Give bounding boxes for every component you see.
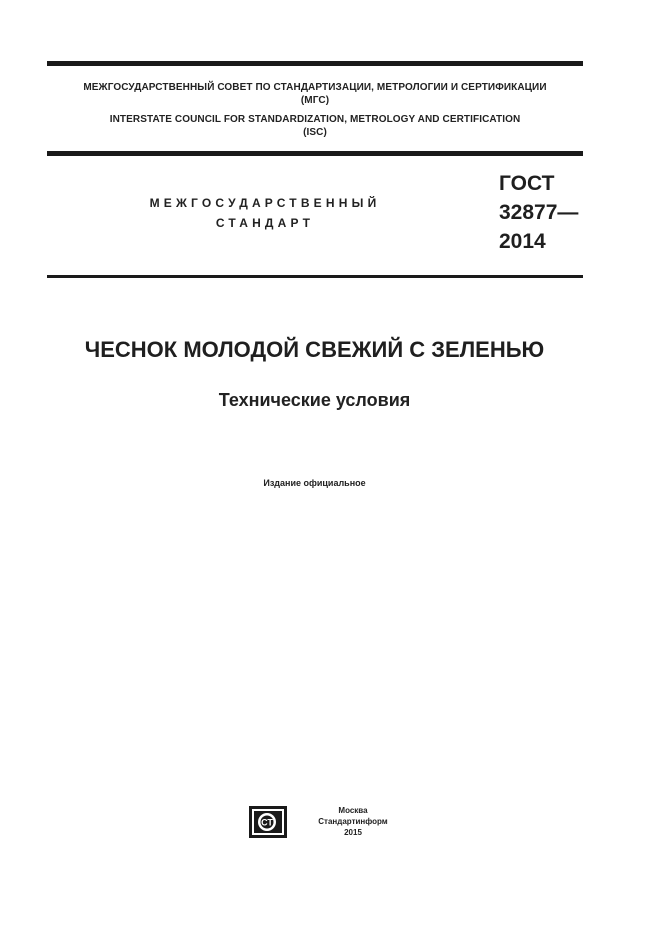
gost-label: ГОСТ — [499, 172, 555, 195]
publisher-name: Стандартинформ — [318, 817, 388, 826]
interstate-standard-label — [120, 193, 410, 233]
gost-number: 32877— — [499, 201, 579, 224]
bottom-rule — [47, 275, 583, 278]
publisher-year: 2015 — [344, 828, 362, 837]
council-name-ru-text: МЕЖГОСУДАРСТВЕННЫЙ СОВЕТ ПО СТАНДАРТИЗАЦИИ, МЕТРОЛОГИИ И СЕРТИФИКАЦИИ — [83, 82, 547, 93]
document-title: ЧЕСНОК МОЛОДОЙ СВЕЖИЙ С ЗЕЛЕНЬЮ — [84, 337, 545, 362]
publisher-imprint — [308, 805, 398, 838]
council-name-en-text: INTERSTATE COUNCIL FOR STANDARDIZATION, METROLOGY AND CERTIFICATION — [109, 114, 521, 125]
gost-year: 2014 — [499, 230, 546, 253]
middle-rule — [47, 151, 583, 156]
publisher-logo-icon — [248, 805, 288, 839]
interstate-line-1: МЕЖГОСУДАРСТВЕННЫЙ — [149, 196, 381, 210]
council-abbr-en: (ISC) — [303, 127, 327, 138]
council-abbr-ru: (МГС) — [300, 95, 330, 106]
gost-designation — [499, 169, 578, 256]
document-subtitle: Технические условия — [218, 390, 411, 410]
council-name-ru — [47, 81, 583, 107]
edition-note: Издание официальное — [263, 478, 366, 488]
council-name-en — [47, 113, 583, 139]
publisher-city: Москва — [338, 806, 368, 815]
publisher-logo-text: СТ — [261, 817, 273, 828]
top-rule — [47, 61, 583, 66]
interstate-line-2: СТАНДАРТ — [215, 216, 315, 230]
